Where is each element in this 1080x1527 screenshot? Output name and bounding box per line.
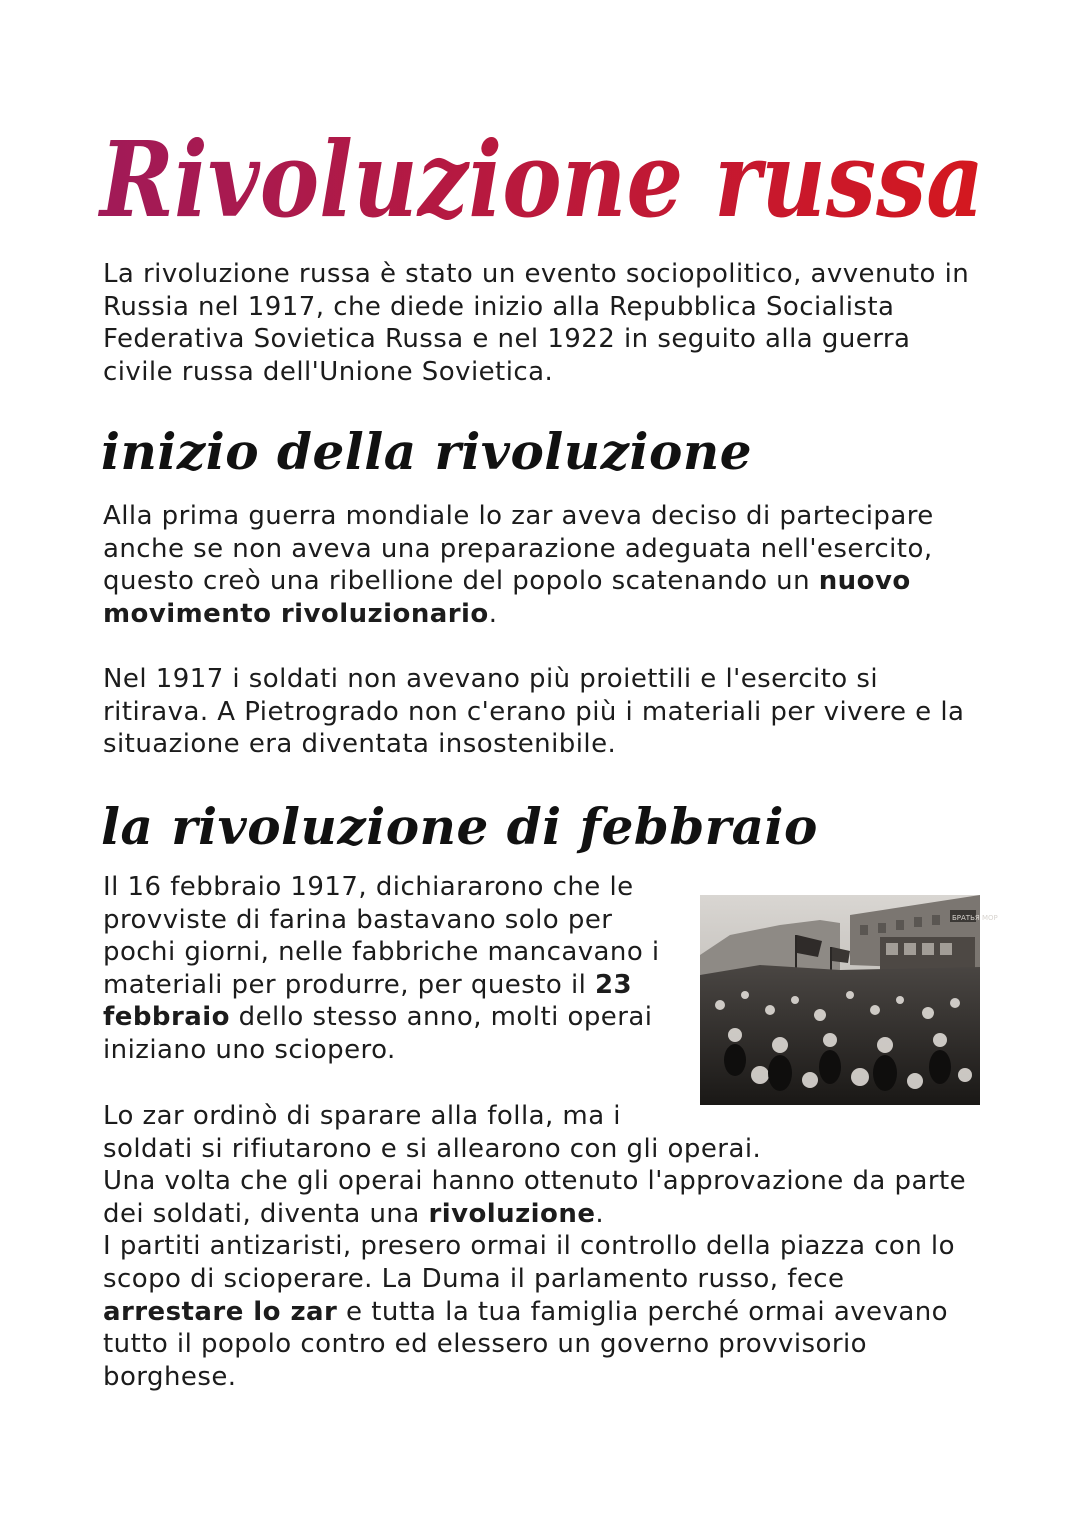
document-title [98, 118, 988, 258]
bold-phrase: 23 febbraio [103, 969, 633, 1033]
paragraph-line: Lo zar ordinò di sparare alla folla, ma i [103, 1101, 621, 1131]
title-svg [98, 118, 988, 258]
section-heading-febbraio: la rivoluzione di febbraio [101, 797, 818, 856]
paragraph-line: I partiti antizaristi, presero ormai il controllo della piazza con lo scopo di scioperare. La Duma il parlamento russo, fece [103, 1231, 955, 1294]
bold-phrase: arrestare lo zar [103, 1296, 338, 1327]
crowd-photo [700, 895, 998, 1105]
paragraph-text: Il 16 febbraio 1917, dichiararono che le provviste di farina bastavano solo per pochi giorni, nelle fabbriche mancavano i materiali per produrre, per questo il [103, 872, 660, 1000]
paragraph-text: . [488, 598, 498, 629]
paragraph-text: e tutta la tua famiglia perché ormai avevano tutto il popolo contro ed elessero un governo provvisorio borghese. [103, 1296, 948, 1392]
paragraph-febbraio-2 [103, 1100, 983, 1393]
bold-phrase: rivoluzione [428, 1198, 596, 1229]
title-text: Rivoluzione russa [97, 118, 984, 241]
section-heading-inizio: inizio della rivoluzione [101, 422, 753, 481]
paragraph-line: Una volta che gli operai hanno ottenuto l'approvazione da parte dei soldati, diventa una [103, 1166, 967, 1229]
paragraph-inizio-2: Nel 1917 i soldati non avevano più proiettili e l'esercito si ritirava. A Pietrogrado non c'erano più i materiali per vivere e la situazione era diventata insostenibile. [103, 664, 965, 760]
paragraph-febbraio-1 [103, 871, 688, 1067]
paragraph-line: soldati si rifiutarono e si allearono con gli operai. [103, 1133, 762, 1164]
paragraph-text: Alla prima guerra mondiale lo zar aveva deciso di partecipare anche se non aveva una preparazione adeguata nell'esercito, questo creò una ribellione del popolo scatenando un [103, 501, 934, 597]
paragraph-text: dello stesso anno, molti operai iniziano uno sciopero. [103, 1002, 653, 1065]
paragraph-text: . [595, 1198, 605, 1229]
paragraph-inizio-1 [103, 500, 983, 630]
bold-phrase: nuovo movimento rivoluzionario [103, 566, 911, 629]
crowd-photo-image [700, 895, 998, 1105]
photo-sign-text: БРАТЬЯ МОР [952, 914, 998, 922]
intro-paragraph: La rivoluzione russa è stato un evento sociopolitico, avvenuto in Russia nel 1917, che diede inizio alla Repubblica Socialista Federativa Sovietica Russa e nel 1922 in seguito alla guerra civile russa dell'Unione Sovietica. [103, 259, 970, 387]
